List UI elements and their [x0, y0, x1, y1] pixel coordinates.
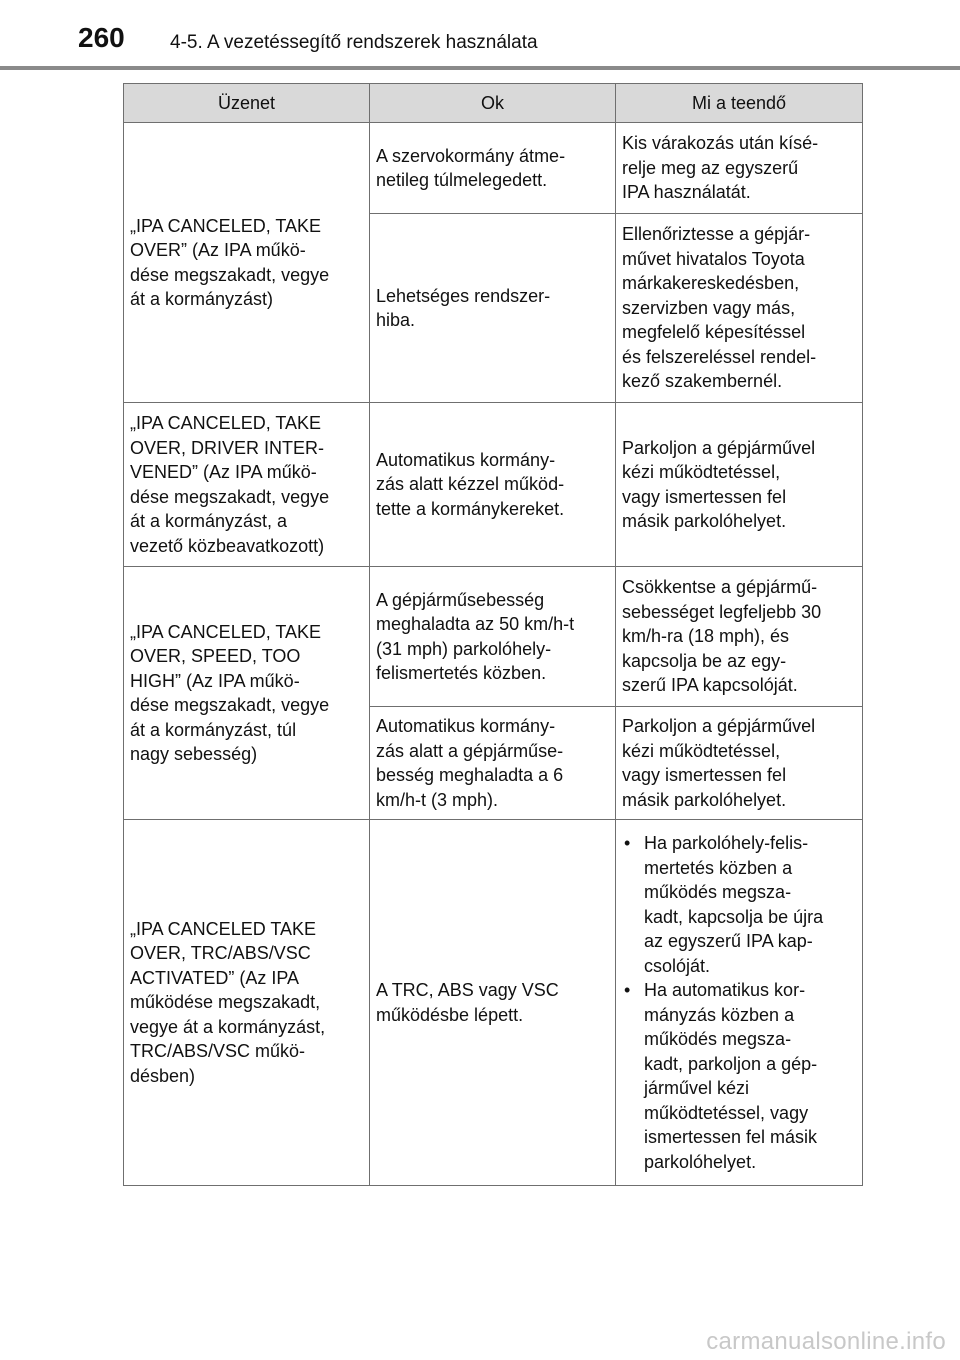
message-text: „IPA CANCELED, TAKE OVER, SPEED, TOO HIGH” (Az IPA műkö- dése megszakadt, vegye át a kormányzást, túl nagy sebesség): [130, 621, 330, 764]
cause-text: Lehetséges rendszer- hiba.: [376, 285, 551, 330]
bullet-icon: •: [624, 833, 631, 853]
table-header-row: [124, 84, 863, 123]
table-row: [124, 123, 863, 214]
column-header-message: Üzenet: [124, 84, 370, 123]
cause-cell: [370, 123, 616, 214]
action-text: Ellenőriztesse a gépjár- művet hivatalos Toyota márkakereskedésben, szervizben vagy más, megfelelő képesítéssel és felszereléssel rendel- kező szakembernél.: [622, 224, 817, 392]
cause-cell: [370, 820, 616, 1186]
page-header: [0, 0, 960, 70]
cause-text: Automatikus kormány- zás alatt kézzel működ- tette a kormánykereket.: [376, 449, 565, 519]
action-cell: [616, 214, 863, 403]
cause-cell: [370, 403, 616, 567]
message-cell: [124, 567, 370, 820]
bullet-text: Ha parkolóhely-felis- mertetés közben a működés megsza- kadt, kapcsolja be újra az egyszerű IPA kap- csolóját.: [644, 833, 824, 976]
action-cell: [616, 403, 863, 567]
message-text: „IPA CANCELED, TAKE OVER, DRIVER INTER- VENED” (Az IPA műkö- dése megszakadt, vegye át a kormányzást, a vezető közbeavatkozott): [130, 413, 330, 556]
action-text: Kis várakozás után kísé- relje meg az egyszerű IPA használatát.: [622, 133, 819, 203]
page-number: 260: [78, 22, 125, 53]
message-table: [123, 83, 863, 1186]
action-cell: [616, 567, 863, 707]
message-text: „IPA CANCELED TAKE OVER, TRC/ABS/VSC ACTIVATED” (Az IPA működése megszakadt, vegye át a kormányzást, TRC/ABS/VSC műkö- désben): [130, 918, 326, 1086]
message-cell: [124, 403, 370, 567]
cause-text: Automatikus kormány- zás alatt a gépjárműse- besség meghaladta a 6 km/h-t (3 mph).: [376, 716, 564, 810]
action-bullet-list: [622, 831, 856, 1174]
bullet-text: Ha automatikus kor- mányzás közben a működés megsza- kadt, parkoljon a gép- járművel kézi működtetéssel, vagy ismertessen fel másik parkolóhelyet.: [644, 980, 818, 1172]
bullet-icon: •: [624, 980, 631, 1000]
action-text: Parkoljon a gépjárművel kézi működtetéssel, vagy ismertessen fel másik parkolóhelyet.: [622, 716, 816, 810]
message-table-container: [123, 83, 862, 1186]
header-divider: [0, 66, 960, 70]
message-text: „IPA CANCELED, TAKE OVER” (Az IPA műkö- dése megszakadt, vegye át a kormányzást): [130, 215, 330, 309]
cause-text: A gépjárműsebesség meghaladta az 50 km/h-t (31 mph) parkolóhely- felismertetés közben.: [376, 589, 575, 683]
cause-text: A TRC, ABS vagy VSC működésbe lépett.: [376, 980, 559, 1025]
cause-cell: [370, 707, 616, 820]
message-cell: [124, 123, 370, 403]
cause-cell: [370, 567, 616, 707]
list-item: [622, 831, 856, 978]
action-text: Csökkentse a gépjármű- sebességet legfeljebb 30 km/h-ra (18 mph), és kapcsolja be az egy- szerű IPA kapcsolóját.: [622, 577, 822, 696]
action-text: Parkoljon a gépjárművel kézi működtetéssel, vagy ismertessen fel másik parkolóhelyet.: [622, 437, 816, 531]
section-title: 4-5. A vezetéssegítő rendszerek használata: [170, 32, 538, 53]
action-cell: [616, 820, 863, 1186]
table-row: [124, 403, 863, 567]
table-row: [124, 820, 863, 1186]
action-cell: [616, 707, 863, 820]
action-cell: [616, 123, 863, 214]
watermark: carmanualsonline.info: [706, 1328, 946, 1355]
cause-text: A szervokormány átme- netileg túlmelegedett.: [376, 145, 566, 190]
cause-cell: [370, 214, 616, 403]
column-header-cause: Ok: [370, 84, 616, 123]
list-item: [622, 978, 856, 1174]
message-cell: [124, 820, 370, 1186]
column-header-action: Mi a teendő: [616, 84, 863, 123]
table-row: [124, 567, 863, 707]
